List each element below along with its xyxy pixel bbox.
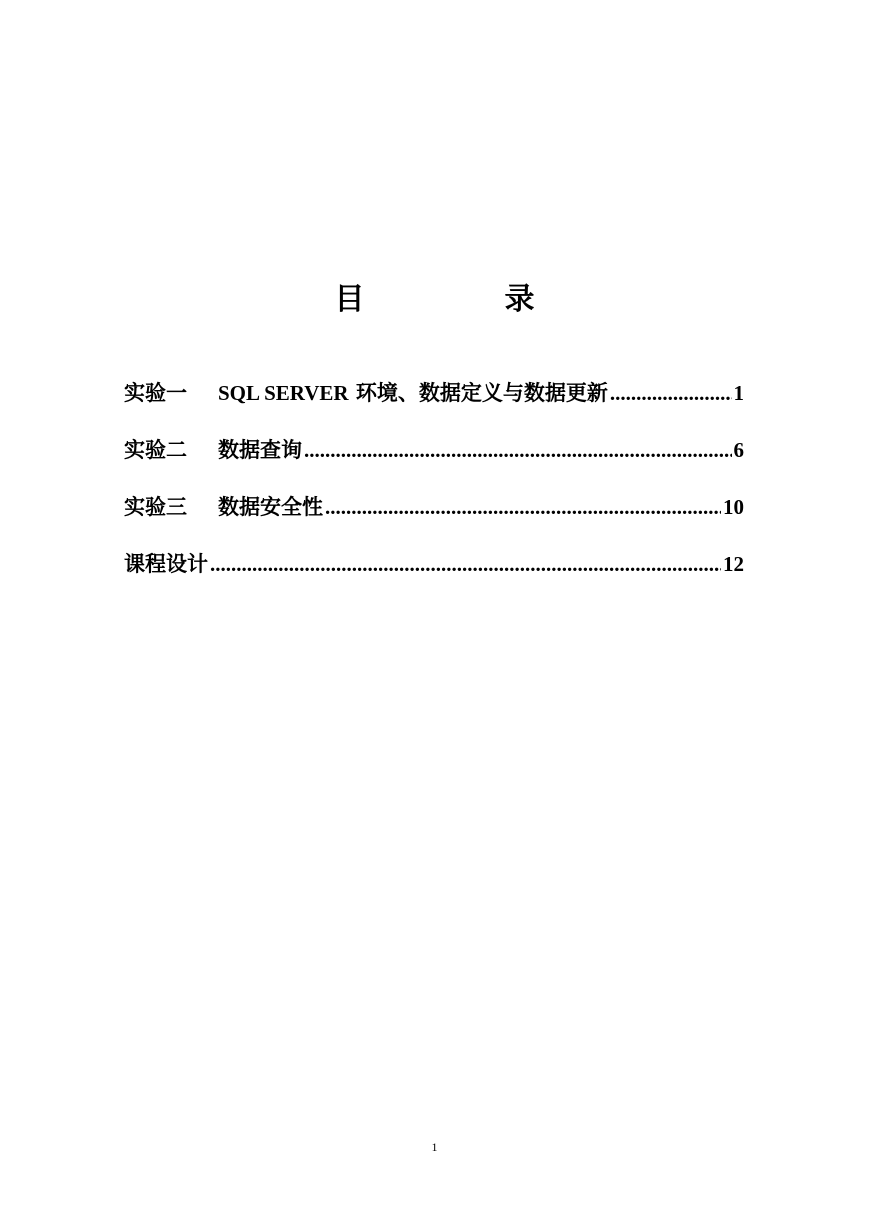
toc-leader-dots — [325, 488, 721, 526]
toc-entry-name-cn: 数据查询 — [218, 438, 302, 462]
toc-entry-experiment-3[interactable] — [124, 488, 744, 545]
toc-entry-name-cn: 数据安全性 — [218, 495, 323, 519]
toc-entry-experiment-1[interactable] — [124, 374, 744, 431]
toc-entry-number: 实验二 — [124, 438, 187, 462]
toc-entry-page: 1 — [733, 381, 744, 405]
toc-entry-page: 10 — [723, 495, 744, 519]
toc-leader-dots — [210, 545, 721, 583]
toc-heading — [0, 280, 869, 320]
toc-entry-name-cn: 课程设计 — [124, 552, 208, 576]
toc-heading-char-1: 目 — [334, 282, 365, 317]
toc-entry-name-cn: 环境、数据定义与数据更新 — [348, 381, 608, 405]
toc-entry-label — [124, 545, 208, 583]
toc-entry-label — [124, 488, 323, 526]
toc-entry-page: 6 — [733, 438, 744, 462]
toc-entry-course-design[interactable] — [124, 545, 744, 602]
toc-entry-label — [124, 374, 608, 412]
footer-page-number: 1 — [431, 1140, 438, 1154]
toc-entry-label — [124, 431, 302, 469]
toc-leader-dots — [304, 431, 732, 469]
toc-leader-dots — [610, 374, 732, 412]
table-of-contents — [124, 374, 744, 602]
toc-entry-number: 实验三 — [124, 495, 187, 519]
toc-entry-name-en: SQL SERVER — [218, 381, 349, 405]
toc-entry-page: 12 — [723, 552, 744, 576]
toc-entry-experiment-2[interactable] — [124, 431, 744, 488]
toc-entry-number: 实验一 — [124, 381, 187, 405]
toc-heading-char-2: 录 — [504, 282, 535, 317]
